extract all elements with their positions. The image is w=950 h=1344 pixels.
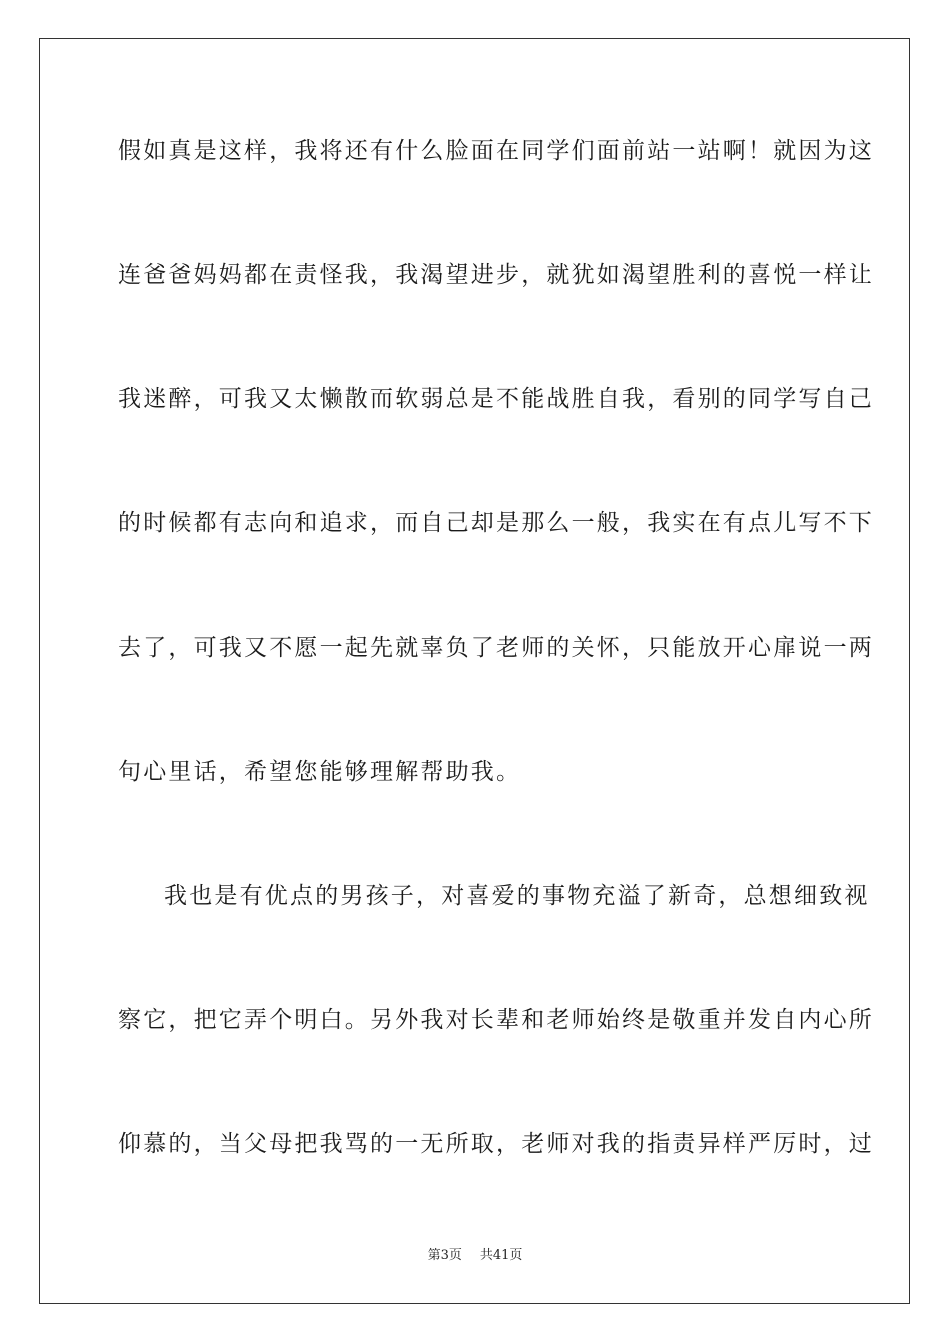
body-line-9: 仰慕的，当父母把我骂的一无所取，老师对我的指责异样严厉时，过 xyxy=(118,1131,874,1157)
body-line-3: 我迷醉，可我又太懒散而软弱总是不能战胜自我，看别的同学写自己 xyxy=(118,386,874,412)
body-line-5: 去了，可我又不愿一起先就辜负了老师的关怀，只能放开心扉说一两 xyxy=(118,635,874,661)
paragraph-first-line: 我也是有优点的男孩子，对喜爱的事物充溢了新奇，总想细致视 xyxy=(164,883,870,909)
body-line-6: 句心里话，希望您能够理解帮助我。 xyxy=(118,759,522,785)
body-line-4: 的时候都有志向和追求，而自己却是那么一般，我实在有点儿写不下 xyxy=(118,510,874,536)
body-line-2: 连爸爸妈妈都在责怪我，我渴望进步，就犹如渴望胜利的喜悦一样让 xyxy=(118,262,874,288)
page-number: 第3页 xyxy=(427,1248,462,1263)
body-line-1: 假如真是这样，我将还有什么脸面在同学们面前站一站啊！就因为这 xyxy=(118,138,874,164)
page-footer xyxy=(0,1247,950,1265)
body-line-8: 察它，把它弄个明白。另外我对长辈和老师始终是敬重并发自内心所 xyxy=(118,1007,874,1033)
page-border xyxy=(39,38,910,1304)
page-total: 共41页 xyxy=(479,1248,523,1263)
